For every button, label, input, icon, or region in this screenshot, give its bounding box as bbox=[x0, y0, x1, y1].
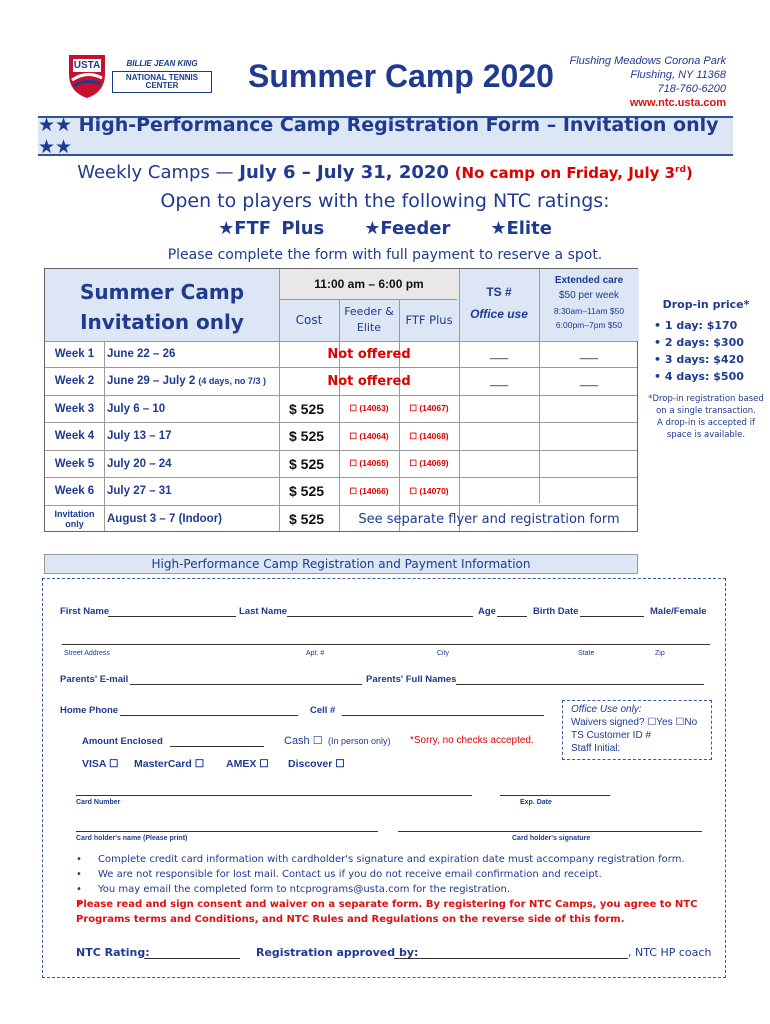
last-name-field[interactable] bbox=[287, 607, 473, 617]
week-dates: July 13 – 17 bbox=[107, 430, 172, 442]
first-name-label: First Name bbox=[60, 606, 110, 617]
staff-initial: Staff Initial: bbox=[571, 743, 621, 754]
cell-field[interactable] bbox=[342, 706, 544, 716]
cardholder-name-label: Card holder's name (Please print) bbox=[76, 835, 188, 842]
schedule-table bbox=[44, 268, 638, 532]
week-status: Not offered bbox=[327, 373, 411, 389]
week-dates: June 22 – 26 bbox=[107, 348, 176, 360]
weekly-dates: July 6 – July 31, 2020 bbox=[239, 162, 449, 183]
instructions-list bbox=[64, 852, 724, 927]
week-cost: $ 525 bbox=[289, 483, 325, 499]
dropin-note2: A drop-in is accepted if space is available. bbox=[656, 418, 756, 440]
week-dates-extra: (4 days, no 7/3 ) bbox=[198, 376, 266, 386]
cardholder-signature-field[interactable] bbox=[398, 822, 702, 832]
dropin-header: Drop-in price* bbox=[662, 298, 750, 311]
week-label: Week 3 bbox=[54, 402, 95, 415]
feeder-checkbox[interactable]: ☐ (14066) bbox=[349, 485, 389, 496]
website-link[interactable]: www.ntc.usta.com bbox=[629, 97, 726, 109]
office-title: Office Use only: bbox=[571, 704, 642, 715]
week-cost: $ 525 bbox=[289, 400, 325, 417]
cardholder-signature-label: Card holder's signature bbox=[512, 835, 591, 842]
form-banner: ★★ High-Performance Camp Registration Form – Invitation only ★★ bbox=[38, 116, 733, 156]
week-status: Not offered bbox=[327, 346, 411, 362]
approved-by-field[interactable] bbox=[394, 947, 628, 959]
ts-header: TS # bbox=[486, 285, 512, 299]
weekly-prefix: Weekly Camps — bbox=[77, 162, 240, 183]
exp-date-field[interactable] bbox=[500, 786, 610, 796]
birth-date-field[interactable] bbox=[580, 607, 644, 617]
state-label: State bbox=[578, 650, 595, 657]
ts-blank: ___ bbox=[489, 348, 509, 360]
ntc-logo-text bbox=[112, 60, 212, 93]
exp-date-label: Exp. Date bbox=[520, 799, 552, 806]
rating-ftf: ★FTF Plus bbox=[218, 218, 325, 239]
email-label: Parents' E-mail bbox=[60, 674, 129, 685]
ext-care-am: 8:30am–11am $50 bbox=[553, 306, 625, 316]
dropin-item: • 2 days: $300 bbox=[654, 336, 744, 349]
ext-care-title: Extended care bbox=[554, 274, 624, 286]
usta-wordmark: USTA bbox=[73, 60, 101, 71]
week-dates: July 27 – 31 bbox=[107, 485, 172, 497]
consent-warning: • Please read and sign consent and waiver on a separate form. By registering for NTC Camps, you agree to NTC Programs terms and Conditions, and NTC Rules and Regulations on the reverse side of this form. bbox=[64, 897, 724, 927]
ext-blank: ___ bbox=[579, 348, 599, 360]
no-checks-note: *Sorry, no checks accepted. bbox=[410, 735, 534, 746]
in-person-note: (In person only) bbox=[328, 736, 391, 746]
open-to-line: Open to players with the following NTC ratings: bbox=[160, 190, 610, 212]
logo-line1: BILLIE JEAN KING bbox=[126, 59, 198, 68]
registration-section-header: High-Performance Camp Registration and Payment Information bbox=[44, 554, 638, 574]
ts-blank: ___ bbox=[489, 375, 509, 387]
feeder-checkbox[interactable]: ☐ (14063) bbox=[349, 403, 389, 413]
week-label: Week 1 bbox=[54, 348, 95, 360]
address-line1: Flushing Meadows Corona Park bbox=[569, 55, 726, 67]
table-title1: Summer Camp bbox=[79, 280, 245, 304]
invitation-week-label: Invitation only bbox=[54, 509, 95, 529]
cardholder-name-field[interactable] bbox=[76, 822, 378, 832]
address-block bbox=[569, 54, 726, 110]
gender-label: Male/Female bbox=[650, 606, 707, 617]
address-phone: 718-760-6200 bbox=[657, 83, 726, 95]
ext-care-pm: 6:00pm–7pm $50 bbox=[555, 320, 623, 330]
table-title2: Invitation only bbox=[80, 310, 244, 334]
cost-header: Cost bbox=[295, 313, 323, 327]
invitation-cost: $ 525 bbox=[289, 511, 325, 527]
visa-checkbox[interactable]: VISA ☐ bbox=[82, 758, 119, 770]
week-label: Week 5 bbox=[54, 457, 95, 470]
week-label: Week 6 bbox=[54, 485, 95, 497]
address-field[interactable] bbox=[62, 635, 710, 645]
ftf-checkbox[interactable]: ☐ (14068) bbox=[409, 430, 449, 441]
amount-label: Amount Enclosed bbox=[82, 736, 163, 747]
dropin-note1: *Drop-in registration based on a single transaction. bbox=[648, 394, 764, 416]
invitation-note: See separate flyer and registration form bbox=[358, 511, 620, 527]
ftf-checkbox[interactable]: ☐ (14069) bbox=[409, 458, 449, 468]
ts-customer-id: TS Customer ID # bbox=[571, 730, 652, 741]
week-dates: June 29 – July 2 (4 days, no 7/3 ) bbox=[107, 375, 266, 387]
no-camp-note: (No camp on Friday, July 3rd) bbox=[454, 164, 693, 182]
discover-checkbox[interactable]: Discover ☐ bbox=[288, 758, 345, 770]
complete-note: Please complete the form with full payment to reserve a spot. bbox=[167, 247, 603, 263]
instruction-item: • We are not responsible for lost mail. Contact us if you do not receive email confirmation and receipt. bbox=[64, 867, 724, 882]
logo-line2: NATIONAL TENNIS CENTER bbox=[112, 71, 212, 93]
ntc-rating-field[interactable] bbox=[144, 947, 240, 959]
age-label: Age bbox=[478, 606, 496, 617]
dropin-item: • 4 days: $500 bbox=[654, 370, 744, 383]
feeder-header: Feeder & Elite bbox=[344, 305, 394, 334]
office-use-box bbox=[562, 700, 712, 760]
dropin-item: • 3 days: $420 bbox=[654, 353, 744, 366]
week-label: Week 2 bbox=[54, 375, 95, 387]
usta-logo bbox=[66, 52, 108, 100]
weekly-camps-line bbox=[0, 162, 770, 183]
cell-label: Cell # bbox=[310, 705, 336, 716]
age-field[interactable] bbox=[497, 607, 527, 617]
week-cost: $ 525 bbox=[289, 455, 325, 472]
ntc-rating-label: NTC Rating: bbox=[76, 946, 150, 959]
last-name-label: Last Name bbox=[239, 606, 288, 617]
home-phone-label: Home Phone bbox=[60, 705, 119, 716]
time-header: 11:00 am – 6:00 pm bbox=[314, 277, 424, 291]
zip-label: Zip bbox=[655, 650, 665, 657]
hp-coach-label: , NTC HP coach bbox=[628, 946, 712, 959]
street-label: Street Address bbox=[64, 650, 110, 657]
page-title: Summer Camp 2020 bbox=[248, 58, 554, 94]
amount-field[interactable] bbox=[170, 737, 264, 747]
city-label: City bbox=[437, 650, 450, 657]
parents-names-label: Parents' Full Names bbox=[366, 674, 457, 685]
ext-blank: ___ bbox=[579, 375, 599, 387]
first-name-field[interactable] bbox=[108, 607, 236, 617]
cash-checkbox[interactable]: Cash ☐ bbox=[284, 735, 323, 747]
parents-names-field[interactable] bbox=[456, 675, 704, 685]
feeder-checkbox[interactable]: ☐ (14065) bbox=[349, 458, 389, 468]
amex-checkbox[interactable]: AMEX ☐ bbox=[226, 758, 269, 770]
email-field[interactable] bbox=[130, 675, 362, 685]
ftf-checkbox[interactable]: ☐ (14067) bbox=[409, 403, 449, 413]
office-use-header: Office use bbox=[470, 307, 528, 321]
approved-by-label: Registration approved by: bbox=[256, 946, 419, 959]
instruction-item: • You may email the completed form to ntcprograms@usta.com for the registration. bbox=[64, 882, 724, 897]
instruction-item: • Complete credit card information with cardholder's signature and expiration date must accompany registration form. bbox=[64, 852, 724, 867]
apt-label: Apt. # bbox=[306, 650, 325, 657]
waivers-checkbox[interactable]: Waivers signed? ☐Yes ☐No bbox=[571, 717, 698, 728]
card-number-label: Card Number bbox=[76, 799, 121, 806]
week-dates: July 6 – 10 bbox=[107, 402, 166, 415]
rating-feeder: ★Feeder bbox=[364, 218, 451, 239]
ext-care-price: $50 per week bbox=[558, 289, 620, 301]
home-phone-field[interactable] bbox=[120, 706, 298, 716]
ratings-line bbox=[0, 218, 770, 239]
invitation-dates: August 3 – 7 (Indoor) bbox=[107, 513, 222, 525]
week-cost: $ 525 bbox=[289, 428, 325, 444]
dropin-item: • 1 day: $170 bbox=[654, 319, 738, 332]
week-dates: July 20 – 24 bbox=[107, 457, 172, 470]
ftf-header: FTF Plus bbox=[405, 313, 453, 327]
week-label: Week 4 bbox=[54, 430, 95, 442]
birth-date-label: Birth Date bbox=[533, 606, 579, 617]
rating-elite: ★Elite bbox=[490, 218, 552, 239]
dropin-price-panel bbox=[648, 298, 764, 441]
mastercard-checkbox[interactable]: MasterCard ☐ bbox=[134, 758, 205, 770]
ftf-checkbox[interactable]: ☐ (14070) bbox=[409, 485, 449, 496]
card-number-field[interactable] bbox=[76, 786, 472, 796]
address-line2: Flushing, NY 11368 bbox=[630, 69, 726, 81]
feeder-checkbox[interactable]: ☐ (14064) bbox=[349, 430, 389, 441]
